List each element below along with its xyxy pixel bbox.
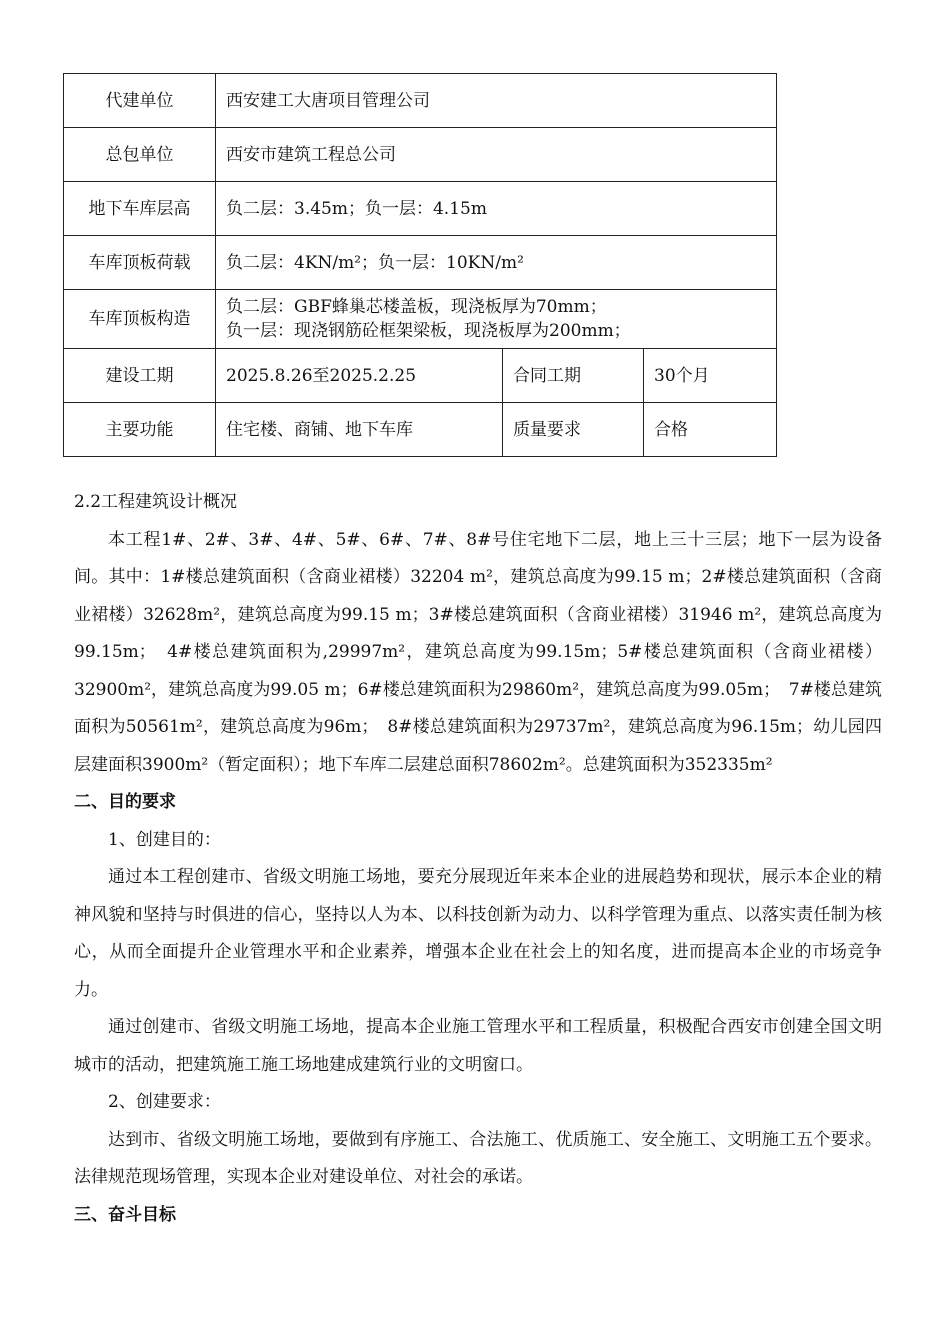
row-label: 地下车库层高	[64, 182, 216, 236]
table-row	[64, 74, 777, 128]
paragraph: 通过创建市、省级文明施工场地，提高本企业施工管理水平和工程质量，积极配合西安市创建全国文明城市的活动，把建筑施工施工场地建成建筑行业的文明窗口。	[74, 1017, 882, 1075]
row-label: 总包单位	[64, 128, 216, 182]
value-line: 负一层：现浇钢筋砼框架梁板，现浇板厚为200mm；	[226, 321, 631, 341]
project-info-table	[63, 73, 777, 457]
quality-value: 合格	[644, 403, 777, 457]
table-row	[64, 403, 777, 457]
paragraph: 达到市、省级文明施工场地，要做到有序施工、合法施工、优质施工、安全施工、文明施工五个要求。法律规范现场管理，实现本企业对建设单位、对社会的承诺。	[74, 1129, 882, 1187]
row-value: 负二层：3.45m；负一层：4.15m	[216, 182, 777, 236]
row-value: 负二层：4KN/m²；负一层：10KN/m²	[216, 236, 777, 290]
table-row	[64, 182, 777, 236]
section-title: 2.2工程建筑设计概况	[74, 492, 238, 512]
section-heading: 三、奋斗目标	[74, 1204, 176, 1225]
table-row	[64, 236, 777, 290]
table-row	[64, 128, 777, 182]
contract-period-label: 合同工期	[503, 349, 644, 403]
row-label: 车库顶板构造	[64, 290, 216, 349]
paragraph: 本工程1#、2#、3#、4#、5#、6#、7#、8#号住宅地下二层，地上三十三层；地下一层为设备间。其中：1#楼总建筑面积（含商业裙楼）32204 m²，建筑总高度为99.15 m；2#楼总建筑面积（含商业裙楼）32628m²，建筑总高度为99.15 m；3#楼总建筑面积（含商业裙楼）31946 m²，建筑总高度为99.15m； 4#楼总建筑面积为,29997m²，建筑总高度为99.15m；5#楼总建筑面积（含商业裙楼）32900m²，建筑总高度为99.05 m；6#楼总建筑面积为29860m²，建筑总高度为99.05m； 7#楼总建筑面积为50561m²，建筑总高度为96m； 8#楼总建筑面积为29737m²，建筑总高度为96.15m；幼儿园四层建面积3900m²（暂定面积）；地下车库二层建总面积78602m²。总建筑面积为352335m²	[74, 529, 882, 775]
function-label: 主要功能	[64, 403, 216, 457]
function-value: 住宅楼、商铺、地下车库	[216, 403, 503, 457]
quality-label: 质量要求	[503, 403, 644, 457]
contract-period-value: 30个月	[644, 349, 777, 403]
section-heading: 二、目的要求	[74, 792, 176, 812]
row-label: 代建单位	[64, 74, 216, 128]
value-line: 负二层：GBF蜂巢芯楼盖板，现浇板厚为70mm；	[226, 297, 607, 317]
table-row	[64, 290, 777, 349]
paragraph: 通过本工程创建市、省级文明施工场地，要充分展现近年来本企业的进展趋势和现状，展示本企业的精神风貌和坚持与时俱进的信心，坚持以人为本、以科技创新为动力、以科学管理为重点、以落实责任制为核心，从而全面提升企业管理水平和企业素养，增强本企业在社会上的知名度，进而提高本企业的市场竞争力。	[74, 867, 882, 1000]
row-value	[216, 290, 777, 349]
row-value: 西安市建筑工程总公司	[216, 128, 777, 182]
table-row	[64, 349, 777, 403]
period-value: 2025.8.26至2025.2.25	[216, 349, 503, 403]
row-label: 车库顶板荷载	[64, 236, 216, 290]
subheading: 2、创建要求：	[108, 1092, 221, 1112]
document-body	[74, 484, 882, 1234]
subheading: 1、创建目的：	[108, 829, 221, 850]
period-label: 建设工期	[64, 349, 216, 403]
row-value: 西安建工大唐项目管理公司	[216, 74, 777, 128]
